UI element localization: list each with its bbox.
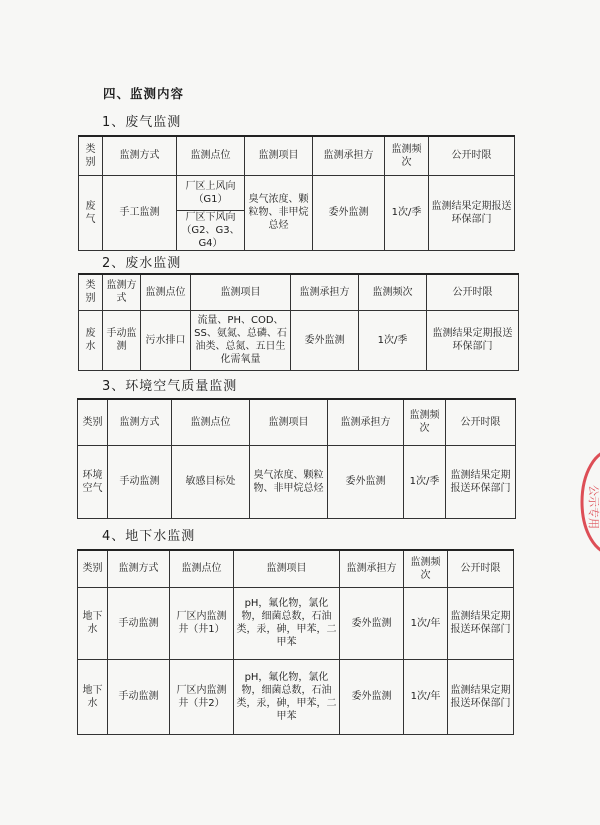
section-heading: 四、监测内容 [103, 86, 185, 101]
header-disclose: 公开时限 [429, 136, 515, 175]
ambient-air-title: 3、环境空气质量监测 [102, 379, 238, 394]
header-item: 监测项目 [191, 274, 291, 310]
header-item: 监测项目 [245, 136, 313, 175]
waste-gas-party: 委外监测 [313, 175, 385, 250]
header-disclose: 公开时限 [427, 274, 519, 310]
ambient-air-disclose: 监测结果定期报送环保部门 [446, 445, 516, 518]
header-method: 监测方式 [108, 399, 172, 445]
waste-gas-title: 1、废气监测 [102, 115, 182, 130]
groundwater-disclose: 监测结果定期报送环保部门 [448, 659, 514, 734]
groundwater-item: pH，氟化物，氯化物，细菌总数，石油类，汞，砷，甲苯，二甲苯 [234, 587, 340, 659]
waste-water-item: 流量、PH、COD、SS、氨氮、总磷、石油类、总氮、五日生化需氧量 [191, 310, 291, 370]
waste-gas-category: 废气 [79, 175, 103, 250]
waste-gas-freq: 1次/季 [385, 175, 429, 250]
groundwater-point: 厂区内监测井（井1） [170, 587, 234, 659]
waste-water-party: 委外监测 [291, 310, 359, 370]
header-disclose: 公开时限 [448, 550, 514, 587]
header-freq: 监测频次 [385, 136, 429, 175]
waste-water-category: 废水 [79, 310, 103, 370]
groundwater-freq: 1次/年 [404, 587, 448, 659]
waste-gas-point-downwind: 厂区下风向（G2、G3、G4） [177, 210, 245, 250]
groundwater-party: 委外监测 [340, 659, 404, 734]
header-method: 监测方式 [108, 550, 170, 587]
waste-water-disclose: 监测结果定期报送环保部门 [427, 310, 519, 370]
groundwater-title: 4、地下水监测 [102, 529, 196, 544]
ambient-air-table [77, 398, 516, 519]
header-party: 监测承担方 [328, 399, 404, 445]
header-point: 监测点位 [170, 550, 234, 587]
header-method: 监测方式 [103, 274, 141, 310]
groundwater-category: 地下水 [78, 587, 108, 659]
ambient-air-freq: 1次/季 [404, 445, 446, 518]
header-method: 监测方式 [103, 136, 177, 175]
svg-text:公示专用: 公示专用 [587, 485, 600, 529]
header-category: 类别 [79, 136, 103, 175]
groundwater-table [77, 549, 514, 735]
ambient-air-category: 环境空气 [78, 445, 108, 518]
waste-water-table [78, 273, 519, 371]
ambient-air-point: 敏感目标处 [172, 445, 250, 518]
header-category: 类别 [79, 274, 103, 310]
header-item: 监测项目 [250, 399, 328, 445]
official-seal [568, 445, 600, 560]
waste-water-freq: 1次/季 [359, 310, 427, 370]
ambient-air-method: 手动监测 [108, 445, 172, 518]
groundwater-method: 手动监测 [108, 587, 170, 659]
groundwater-category: 地下水 [78, 659, 108, 734]
waste-water-method: 手动监测 [103, 310, 141, 370]
header-freq: 监测频次 [404, 399, 446, 445]
waste-water-title: 2、废水监测 [102, 256, 182, 271]
header-party: 监测承担方 [291, 274, 359, 310]
header-item: 监测项目 [234, 550, 340, 587]
waste-gas-table [78, 135, 515, 251]
groundwater-method: 手动监测 [108, 659, 170, 734]
groundwater-item: pH，氟化物，氯化物，细菌总数，石油类，汞，砷，甲苯，二甲苯 [234, 659, 340, 734]
waste-gas-item: 臭气浓度、颗粒物、非甲烷总烃 [245, 175, 313, 250]
header-point: 监测点位 [172, 399, 250, 445]
waste-gas-method: 手工监测 [103, 175, 177, 250]
header-freq: 监测频次 [404, 550, 448, 587]
header-disclose: 公开时限 [446, 399, 516, 445]
groundwater-point: 厂区内监测井（井2） [170, 659, 234, 734]
header-point: 监测点位 [141, 274, 191, 310]
ambient-air-item: 臭气浓度、颗粒物、非甲烷总烃 [250, 445, 328, 518]
header-point: 监测点位 [177, 136, 245, 175]
header-freq: 监测频次 [359, 274, 427, 310]
groundwater-disclose: 监测结果定期报送环保部门 [448, 587, 514, 659]
ambient-air-party: 委外监测 [328, 445, 404, 518]
waste-gas-point-upwind: 厂区上风向（G1） [177, 175, 245, 210]
header-party: 监测承担方 [340, 550, 404, 587]
header-category: 类别 [78, 550, 108, 587]
groundwater-freq: 1次/年 [404, 659, 448, 734]
waste-gas-disclose: 监测结果定期报送环保部门 [429, 175, 515, 250]
header-party: 监测承担方 [313, 136, 385, 175]
header-category: 类别 [78, 399, 108, 445]
waste-water-point: 污水排口 [141, 310, 191, 370]
groundwater-party: 委外监测 [340, 587, 404, 659]
